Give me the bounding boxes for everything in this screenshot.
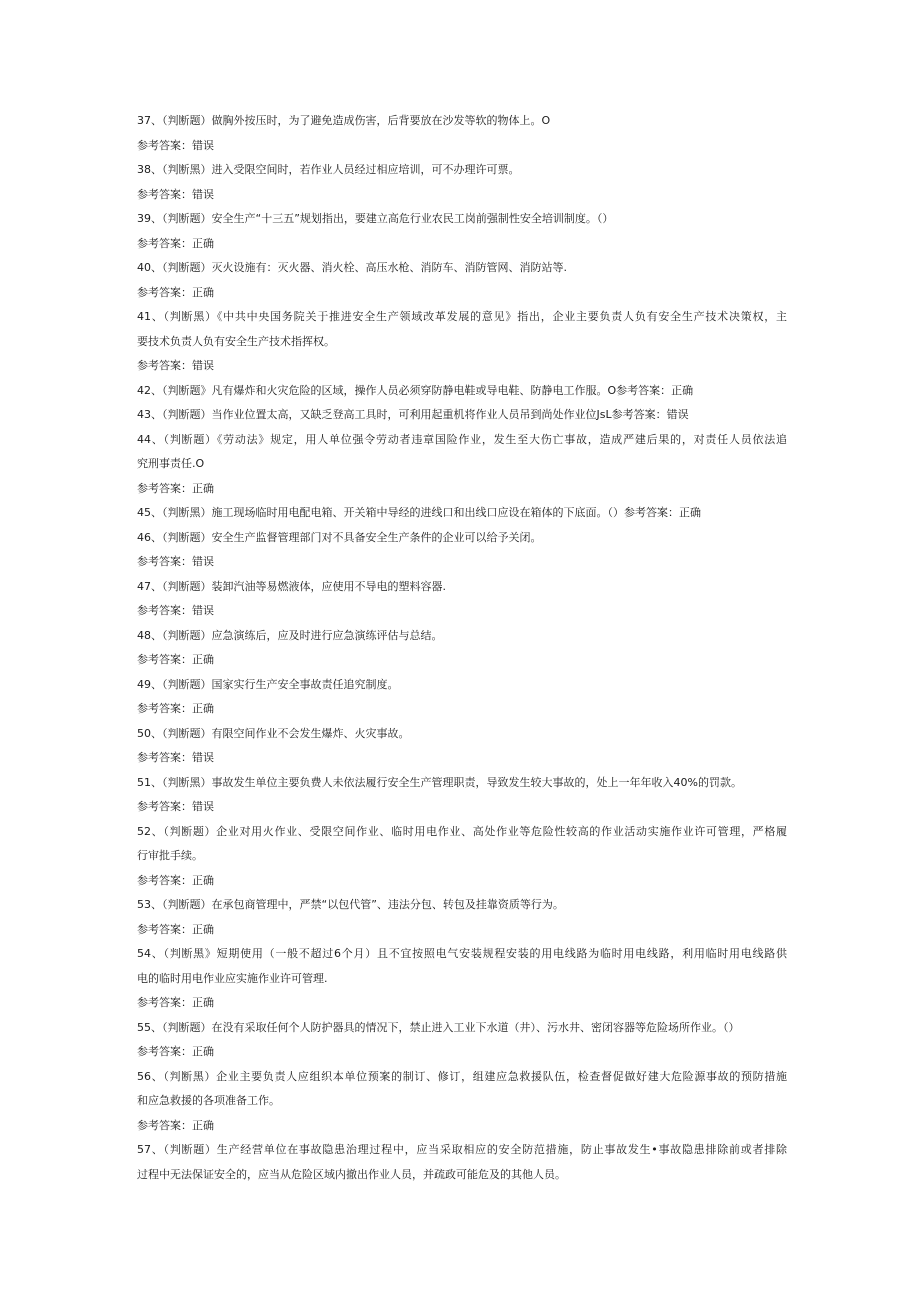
question-41: 41、（判断黑）《中共中央国务院关于推进安全生产领域改革发展的意见》指出，企业主要负责人负有安全生产技术决策权，主 [137, 310, 787, 323]
question-44-cont: 究刑事责任.O [137, 457, 205, 470]
question-43: 43、（判断题）当作业位置太高，又缺乏登高工具时，可利用起重机将作业人员吊到尚处作业位JsL参考答案：错误 [137, 408, 689, 421]
answer-44: 参考答案：正确 [137, 481, 214, 495]
question-42: 42、（判断题》凡有爆炸和火灾危险的区域，操作人员必须穿防静电鞋或导电鞋、防静电工作服。O参考答案：正确 [137, 383, 694, 397]
answer-40: 参考答案：正确 [137, 285, 214, 299]
question-44: 44、（判断题）《劳动法》规定，用人单位强令劳动者违章国险作业，发生至大伤亡事故，造成严建后果的，对责任人员依法追 [137, 432, 787, 446]
answer-47: 参考答案：错误 [137, 604, 214, 617]
question-52: 52、（判断题）企业对用火作业、受限空间作业、临时用电作业、高处作业等危险性较高的作业活动实施作业许可管理，严格履 [137, 824, 787, 838]
answer-39: 参考答案：正确 [137, 236, 214, 250]
answer-41: 参考答案：错误 [137, 359, 214, 372]
question-41-cont: 要技术负责人负有安全生产技术指挥权。 [137, 334, 335, 348]
answer-49: 参考答案：正确 [137, 702, 214, 715]
answer-46: 参考答案：错误 [137, 555, 214, 568]
answer-38: 参考答案：错误 [137, 187, 214, 201]
question-37: 37、（判断题）做胸外按压时，为了避免造成伤害，后背要放在沙发等软的物体上。O [137, 114, 551, 127]
answer-55: 参考答案：正确 [137, 1045, 214, 1058]
question-40: 40、（判断题）灭火设施有：灭火器、消火栓、高压水枪、消防车、消防管网、消防站等. [137, 261, 567, 274]
question-48: 48、（判断题）应急演练后，应及时进行应急演练评估与总结。 [137, 628, 443, 642]
question-52-cont: 行审批手续。 [137, 849, 203, 862]
answer-56: 参考答案：正确 [137, 1118, 214, 1132]
question-57: 57、（判断题）生产经营单位在事故隐患治理过程中，应当采取相应的安全防范措施，防止事故发生•事故隐患排除前或者排除 [137, 1143, 787, 1156]
answer-53: 参考答案：正确 [137, 922, 214, 936]
question-51: 51、（判断黑）事故发生单位主要负费人未依法履行安全生产管理职责，导致发生较大事故的，处上一年年收入40%的罚款。 [137, 775, 742, 789]
answer-50: 参考答案：错误 [137, 751, 214, 764]
question-55: 55、（判断题）在没有采取任何个人防护器具的情况下，禁止进入工业下水道（井）、污水井、密闭容器等危险场所作业。（） [137, 1020, 740, 1034]
question-46: 46、（判断题）安全生产监督管理部门对不具备安全生产条件的企业可以给予关闭。 [137, 530, 542, 544]
answer-51: 参考答案：错误 [137, 800, 214, 813]
question-49: 49、（判断题）国家实行生产安全事故责任追究制度。 [137, 677, 399, 691]
answer-52: 参考答案：正确 [137, 873, 214, 887]
document-body [137, 109, 787, 1187]
question-56: 56、（判断黑）企业主要负责人应组织本单位预案的制订、修订，组建应急救援队伍，检查督促做好建大危险源事故的预防措施 [137, 1069, 787, 1083]
question-39: 39、（判断题）安全生产“十三五”规划指出，要建立高危行业农民工岗前强制性安全培训制度。（） [137, 212, 614, 225]
answer-37: 参考答案：错误 [137, 138, 214, 152]
question-45: 45、（判断黑）施工现场临时用电配电箱、开关箱中导经的进线口和出线口应设在箱体的下底面。（）参考答案：正确 [137, 506, 701, 519]
question-57-cont: 过程中无法保证安全的，应当从危险区域内撤出作业人员，并疏政可能危及的其他人员。 [137, 1167, 566, 1181]
answer-54: 参考答案：正确 [137, 996, 214, 1009]
question-54: 54、（判断黑》短期使用（一般不超过6个月）且不宜按照电气安装规程安装的用电线路为临时用电线路，利用临时用电线路供 [137, 947, 787, 960]
question-53: 53、（判断题）在承包商管理中，严禁“以包代管”、违法分包、转包及挂靠资质等行为。 [137, 898, 564, 911]
answer-48: 参考答案：正确 [137, 653, 214, 666]
question-50: 50、（判断题）有限空间作业不会发生爆炸、火灾事故。 [137, 726, 410, 740]
question-54-cont: 电的临时用电作业应实施作业许可管理. [137, 971, 328, 985]
question-56-cont: 和应急救援的各项准备工作。 [137, 1094, 280, 1107]
question-47: 47、（判断题）装卸汽油等易燃液体，应使用不导电的塑料容器. [137, 579, 446, 593]
question-38: 38、（判断黑）进入受限空间时，若作业人员经过相应培训，可不办理许可票。 [137, 163, 520, 176]
